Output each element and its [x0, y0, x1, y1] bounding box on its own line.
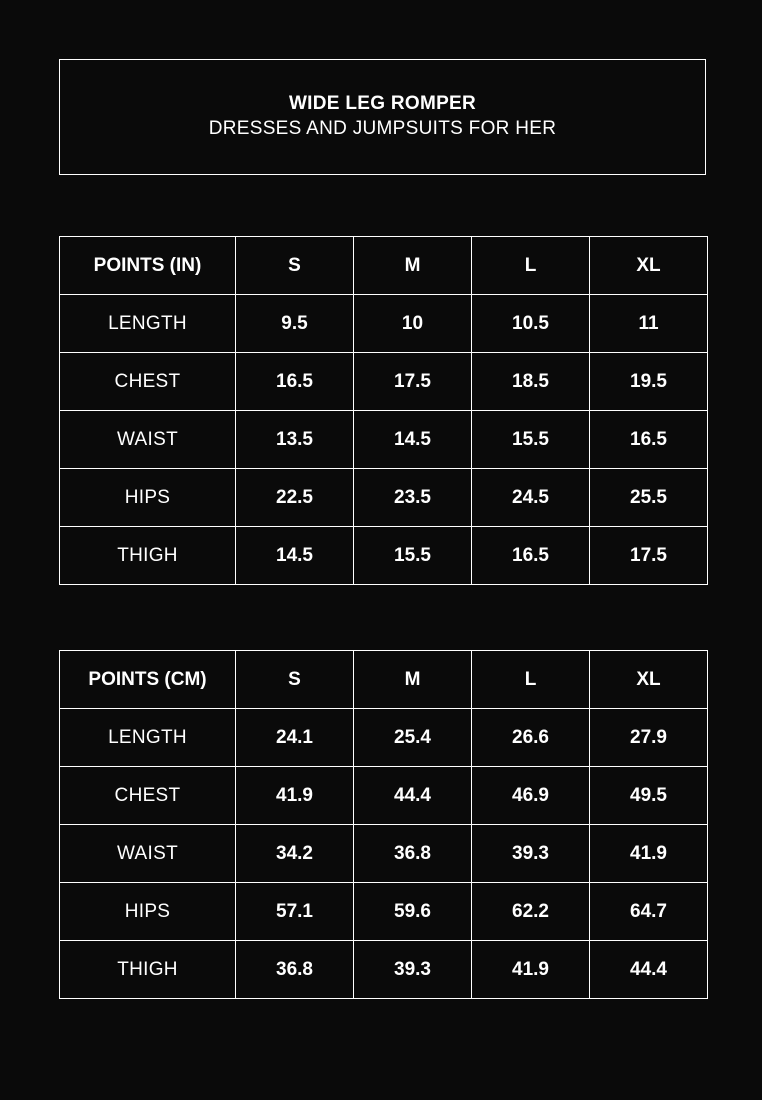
table-cell: 25.5: [590, 469, 708, 527]
table-header-row: [60, 237, 708, 295]
product-category: DRESSES AND JUMPSUITS FOR HER: [208, 118, 557, 139]
table-cell: 41.9: [472, 941, 590, 999]
table-cell: 22.5: [236, 469, 354, 527]
table-cell: 23.5: [354, 469, 472, 527]
table-row: [60, 825, 708, 883]
table-cell: 14.5: [354, 411, 472, 469]
size-header-xl: XL: [590, 651, 708, 709]
row-label-chest: CHEST: [60, 767, 236, 825]
table-cell: 34.2: [236, 825, 354, 883]
table-row: [60, 883, 708, 941]
table-cell: 59.6: [354, 883, 472, 941]
row-label-thigh: THIGH: [60, 527, 236, 585]
table-cell: 39.3: [354, 941, 472, 999]
table-row: [60, 295, 708, 353]
table-cell: 16.5: [236, 353, 354, 411]
size-header-s: S: [236, 237, 354, 295]
row-label-length: LENGTH: [60, 709, 236, 767]
table-row: [60, 767, 708, 825]
points-header: POINTS (IN): [60, 237, 236, 295]
table-cell: 16.5: [472, 527, 590, 585]
table-row: [60, 709, 708, 767]
row-label-waist: WAIST: [60, 825, 236, 883]
row-label-chest: CHEST: [60, 353, 236, 411]
table-row: [60, 469, 708, 527]
table-row: [60, 411, 708, 469]
size-header-m: M: [354, 651, 472, 709]
row-label-hips: HIPS: [60, 883, 236, 941]
table-cell: 46.9: [472, 767, 590, 825]
table-cell: 14.5: [236, 527, 354, 585]
table-row: [60, 941, 708, 999]
table-cell: 13.5: [236, 411, 354, 469]
size-header-l: L: [472, 237, 590, 295]
size-header-l: L: [472, 651, 590, 709]
title-box: [59, 59, 706, 175]
table-cell: 19.5: [590, 353, 708, 411]
table-cell: 10.5: [472, 295, 590, 353]
product-title: WIDE LEG ROMPER: [288, 93, 477, 114]
table-cell: 18.5: [472, 353, 590, 411]
row-label-waist: WAIST: [60, 411, 236, 469]
table-cell: 57.1: [236, 883, 354, 941]
table-cell: 49.5: [590, 767, 708, 825]
table-row: [60, 353, 708, 411]
table-cell: 24.5: [472, 469, 590, 527]
table-cell: 62.2: [472, 883, 590, 941]
table-cell: 11: [590, 295, 708, 353]
table-cell: 25.4: [354, 709, 472, 767]
table-cell: 27.9: [590, 709, 708, 767]
row-label-thigh: THIGH: [60, 941, 236, 999]
table-cell: 17.5: [354, 353, 472, 411]
size-header-s: S: [236, 651, 354, 709]
row-label-hips: HIPS: [60, 469, 236, 527]
table-cell: 36.8: [354, 825, 472, 883]
table-cell: 44.4: [590, 941, 708, 999]
table-cell: 41.9: [590, 825, 708, 883]
table-header-row: [60, 651, 708, 709]
size-table-inches: [59, 236, 708, 585]
table-cell: 26.6: [472, 709, 590, 767]
table-cell: 15.5: [354, 527, 472, 585]
size-table-centimeters: [59, 650, 708, 999]
table-row: [60, 527, 708, 585]
table-cell: 16.5: [590, 411, 708, 469]
row-label-length: LENGTH: [60, 295, 236, 353]
points-header: POINTS (CM): [60, 651, 236, 709]
table-cell: 17.5: [590, 527, 708, 585]
size-header-m: M: [354, 237, 472, 295]
table-cell: 39.3: [472, 825, 590, 883]
size-header-xl: XL: [590, 237, 708, 295]
table-cell: 36.8: [236, 941, 354, 999]
table-cell: 15.5: [472, 411, 590, 469]
table-cell: 10: [354, 295, 472, 353]
table-cell: 9.5: [236, 295, 354, 353]
table-cell: 24.1: [236, 709, 354, 767]
table-cell: 64.7: [590, 883, 708, 941]
table-cell: 44.4: [354, 767, 472, 825]
table-cell: 41.9: [236, 767, 354, 825]
